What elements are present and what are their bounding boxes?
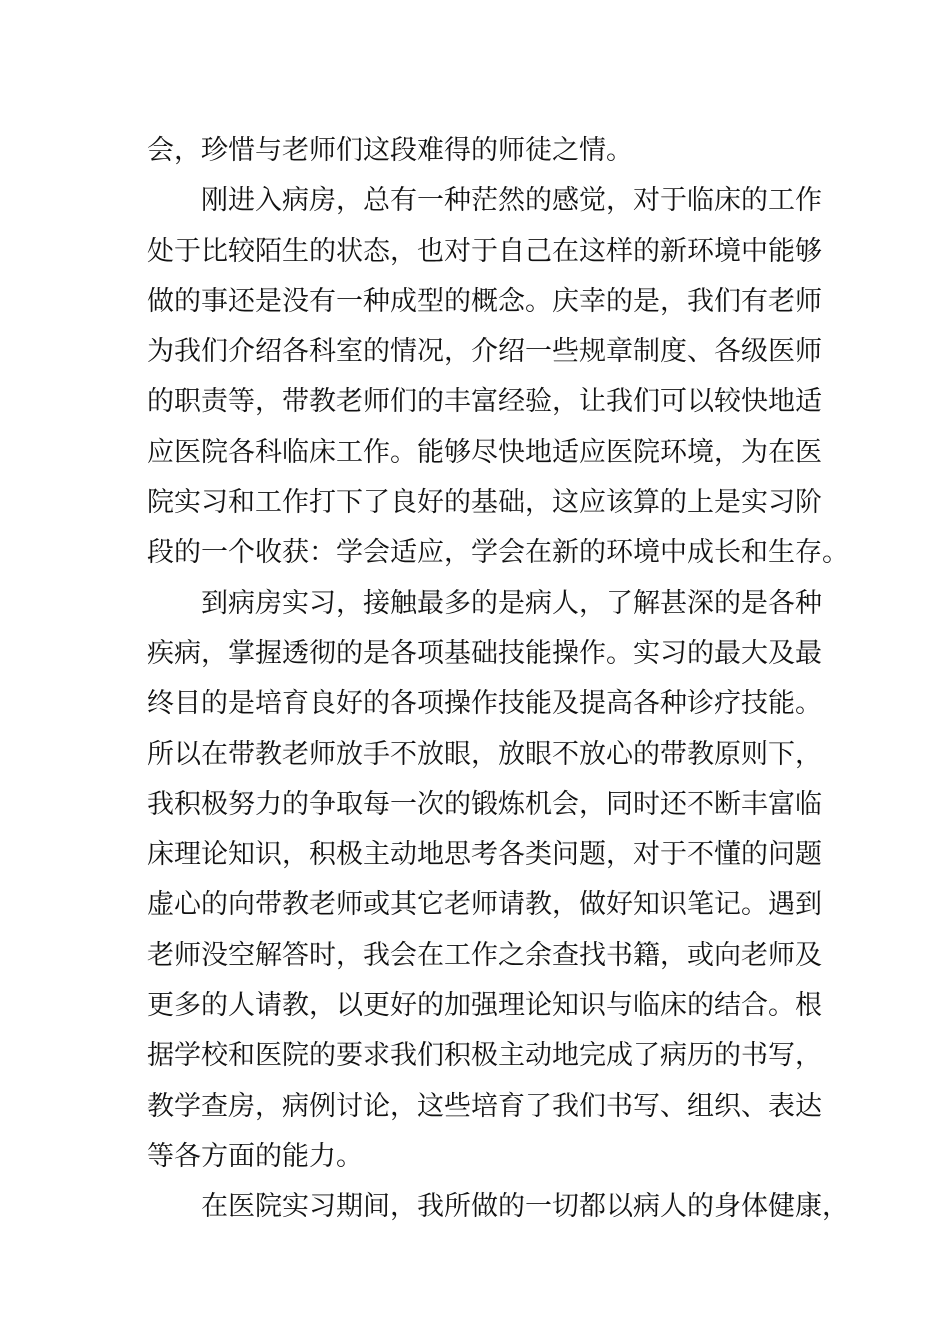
text-line: 应医院各科临床工作。能够尽快地适应医院环境，为在医 [147,436,822,468]
text-line: 虚心的向带教老师或其它老师请教，做好知识笔记。遇到 [147,889,822,921]
text-line: 段的一个收获：学会适应，学会在新的环境中成长和生存。 [147,537,849,569]
text-line: 刚进入病房，总有一种茫然的感觉，对于临床的工作 [201,185,822,217]
text-line: 老师没空解答时，我会在工作之余查找书籍，或向老师及 [147,939,822,971]
text-line: 更多的人请教，以更好的加强理论知识与临床的结合。根 [147,990,822,1022]
text-line: 院实习和工作打下了良好的基础，这应该算的上是实习阶 [147,487,822,519]
text-line: 疾病，掌握透彻的是各项基础技能操作。实习的最大及最 [147,637,822,669]
text-line: 等各方面的能力。 [147,1140,363,1172]
text-line: 做的事还是没有一种成型的概念。庆幸的是，我们有老师 [147,285,822,317]
text-line: 到病房实习，接触最多的是病人，了解甚深的是各种 [201,587,822,619]
text-line: 会，珍惜与老师们这段难得的师徒之情。 [147,135,633,166]
text-line: 我积极努力的争取每一次的锻炼机会，同时还不断丰富临 [147,788,822,820]
text-line: 的职责等，带教老师们的丰富经验，让我们可以较快地适 [147,386,822,418]
body-text [147,126,849,1233]
text-line: 在医院实习期间，我所做的一切都以病人的身体健康， [201,1191,849,1223]
text-line: 为我们介绍各科室的情况，介绍一些规章制度、各级医师 [147,336,822,368]
text-line: 床理论知识，积极主动地思考各类问题，对于不懂的问题 [147,839,822,871]
text-line: 据学校和医院的要求我们积极主动地完成了病历的书写， [147,1040,822,1072]
text-line: 教学查房，病例讨论，这些培育了我们书写、组织、表达 [147,1090,822,1122]
text-line: 终目的是培育良好的各项操作技能及提高各种诊疗技能。 [147,688,822,720]
text-line: 处于比较陌生的状态，也对于自己在这样的新环境中能够 [147,235,822,267]
text-line: 所以在带教老师放手不放眼，放眼不放心的带教原则下， [147,738,822,770]
